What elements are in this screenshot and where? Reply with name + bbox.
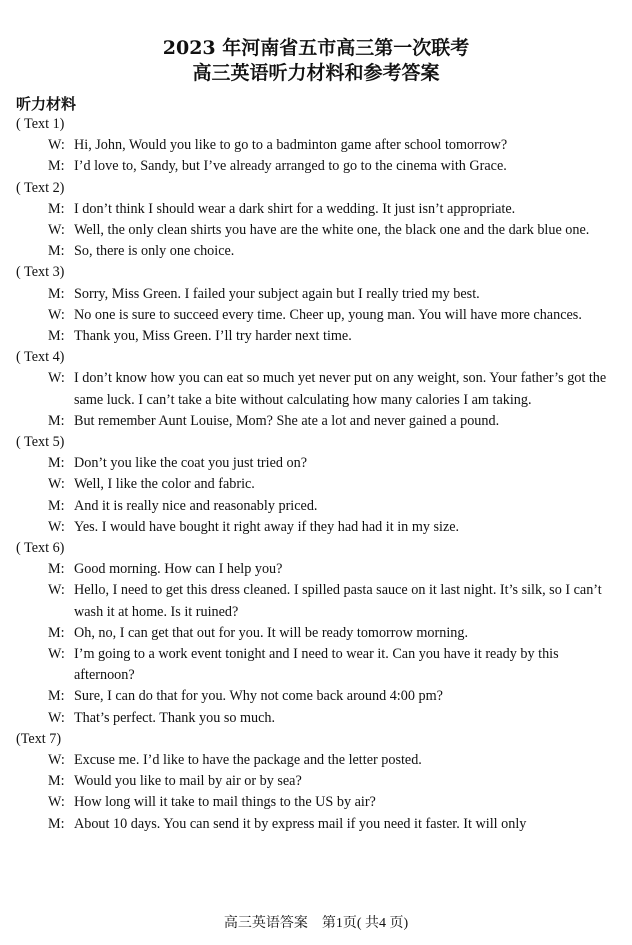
- document-subtitle: 高三英语听力材料和参考答案: [192, 62, 440, 84]
- speaker-label: M:: [48, 158, 65, 175]
- dialogue-line: [16, 326, 618, 347]
- utterance-text: I don’t think I should wear a dark shirt for a wedding. It just isn’t appropriate.: [74, 200, 516, 217]
- speaker-label: M:: [48, 497, 65, 514]
- speaker-label: W:: [48, 751, 65, 768]
- speaker-label: W:: [48, 221, 65, 238]
- dialogue-line: [16, 686, 618, 707]
- page-footer: 高三英语答案 第1页( 共4 页): [223, 916, 409, 931]
- dialogue-line: [16, 135, 618, 156]
- speaker-label: W:: [48, 518, 65, 535]
- dialogue-line: [16, 517, 618, 538]
- speaker-label: W:: [48, 645, 65, 662]
- dialogue-line: [16, 792, 618, 813]
- dialogue-line: [16, 199, 618, 220]
- dialogue-line: [16, 814, 618, 835]
- text-block: [16, 538, 618, 729]
- speaker-label: M:: [48, 624, 65, 641]
- dialogue-line: [16, 580, 618, 622]
- utterance-text: Don’t you like the coat you just tried on?: [74, 455, 307, 472]
- speaker-label: M:: [48, 200, 65, 217]
- speaker-label: M:: [48, 412, 65, 429]
- text-label: ( Text 1): [16, 116, 65, 132]
- speaker-label: M:: [48, 773, 65, 790]
- text-block: [16, 114, 618, 178]
- utterance-text: Well, the only clean shirts you have are the white one, the black one and the dark blue one.: [74, 221, 590, 238]
- utterance-text: Hello, I need to get this dress cleaned. I spilled pasta sauce on it last night. It’s silk, so I can’t wash it at home. Is it ruined?: [74, 582, 602, 620]
- text-block: [16, 262, 618, 347]
- speaker-label: M:: [48, 688, 65, 705]
- speaker-label: W:: [48, 137, 65, 154]
- dialogue-line: [16, 496, 618, 517]
- dialogue-line: [16, 220, 618, 241]
- utterance-text: Good morning. How can I help you?: [74, 561, 283, 578]
- dialogue-line: [16, 305, 618, 326]
- utterance-text: I’d love to, Sandy, but I’ve already arranged to go to the cinema with Grace.: [74, 158, 507, 175]
- text-label: ( Text 3): [16, 264, 65, 281]
- utterance-text: Sure, I can do that for you. Why not come back around 4:00 pm?: [74, 688, 443, 705]
- text-block: [16, 178, 618, 263]
- utterance-text: No one is sure to succeed every time. Cheer up, young man. You will have more chances.: [74, 306, 582, 323]
- utterance-text: I don’t know how you can eat so much yet never put on any weight, son. Your father’s got the same luck. I can’t take a bite without calculating how many calories I am taking.: [74, 370, 607, 408]
- speaker-label: M:: [48, 243, 65, 260]
- dialogue-line: [16, 368, 618, 410]
- speaker-label: W:: [48, 370, 65, 387]
- utterance-text: Oh, no, I can get that out for you. It will be ready tomorrow morning.: [74, 624, 469, 641]
- utterance-text: Excuse me. I’d like to have the package and the letter posted.: [74, 751, 422, 768]
- utterance-text: Yes. I would have bought it right away if they had had it in my size.: [74, 518, 460, 535]
- speaker-label: M:: [48, 561, 65, 578]
- speaker-label: W:: [48, 709, 65, 726]
- text-block: [16, 347, 618, 432]
- dialogue-line: [16, 156, 618, 177]
- text-label: ( Text 2): [16, 179, 65, 196]
- speaker-label: W:: [48, 582, 65, 599]
- dialogue-line: [16, 750, 618, 771]
- dialogue-line: [16, 708, 618, 729]
- speaker-label: W:: [48, 794, 65, 811]
- utterance-text: Well, I like the color and fabric.: [74, 476, 255, 493]
- text-block: [16, 729, 618, 835]
- speaker-label: M:: [48, 327, 65, 344]
- text-label: (Text 7): [16, 730, 62, 747]
- utterance-text: Would you like to mail by air or by sea?: [74, 773, 302, 790]
- utterance-text: I’m going to a work event tonight and I need to wear it. Can you have it ready by this afternoon?: [74, 645, 559, 684]
- utterance-text: How long will it take to mail things to the US by air?: [74, 794, 376, 811]
- speaker-label: M:: [48, 455, 65, 472]
- dialogue-line: [16, 411, 618, 432]
- dialogue-line: [16, 474, 618, 495]
- dialogue-line: [16, 771, 618, 792]
- dialogue-line: [16, 284, 618, 305]
- dialogue-line: [16, 241, 618, 262]
- utterance-text: But remember Aunt Louise, Mom? She ate a lot and never gained a pound.: [74, 412, 500, 429]
- text-label: ( Text 4): [16, 349, 65, 366]
- speaker-label: W:: [48, 476, 65, 493]
- utterance-text: So, there is only one choice.: [74, 243, 235, 260]
- utterance-text: Sorry, Miss Green. I failed your subject again but I really tried my best.: [74, 285, 480, 302]
- dialogue-line: [16, 453, 618, 474]
- dialogue-line: [16, 644, 618, 686]
- dialogue-line: [16, 623, 618, 644]
- utterance-text: That’s perfect. Thank you so much.: [74, 709, 276, 726]
- utterance-text: Thank you, Miss Green. I’ll try harder next time.: [74, 327, 352, 344]
- utterance-text: About 10 days. You can send it by express mail if you need it faster. It will only: [74, 815, 527, 832]
- listening-transcript: [16, 114, 618, 835]
- speaker-label: W:: [48, 306, 65, 323]
- speaker-label: M:: [48, 815, 65, 832]
- text-label: ( Text 6): [16, 539, 65, 556]
- utterance-text: Hi, John, Would you like to go to a badminton game after school tomorrow?: [74, 137, 508, 154]
- utterance-text: And it is really nice and reasonably priced.: [74, 497, 318, 514]
- document-title: 2023 年河南省五市高三第一次联考: [162, 37, 470, 59]
- text-label: ( Text 5): [16, 433, 65, 450]
- text-block: [16, 432, 618, 538]
- dialogue-line: [16, 559, 618, 580]
- speaker-label: M:: [48, 285, 65, 302]
- section-title: 听力材料: [16, 95, 77, 113]
